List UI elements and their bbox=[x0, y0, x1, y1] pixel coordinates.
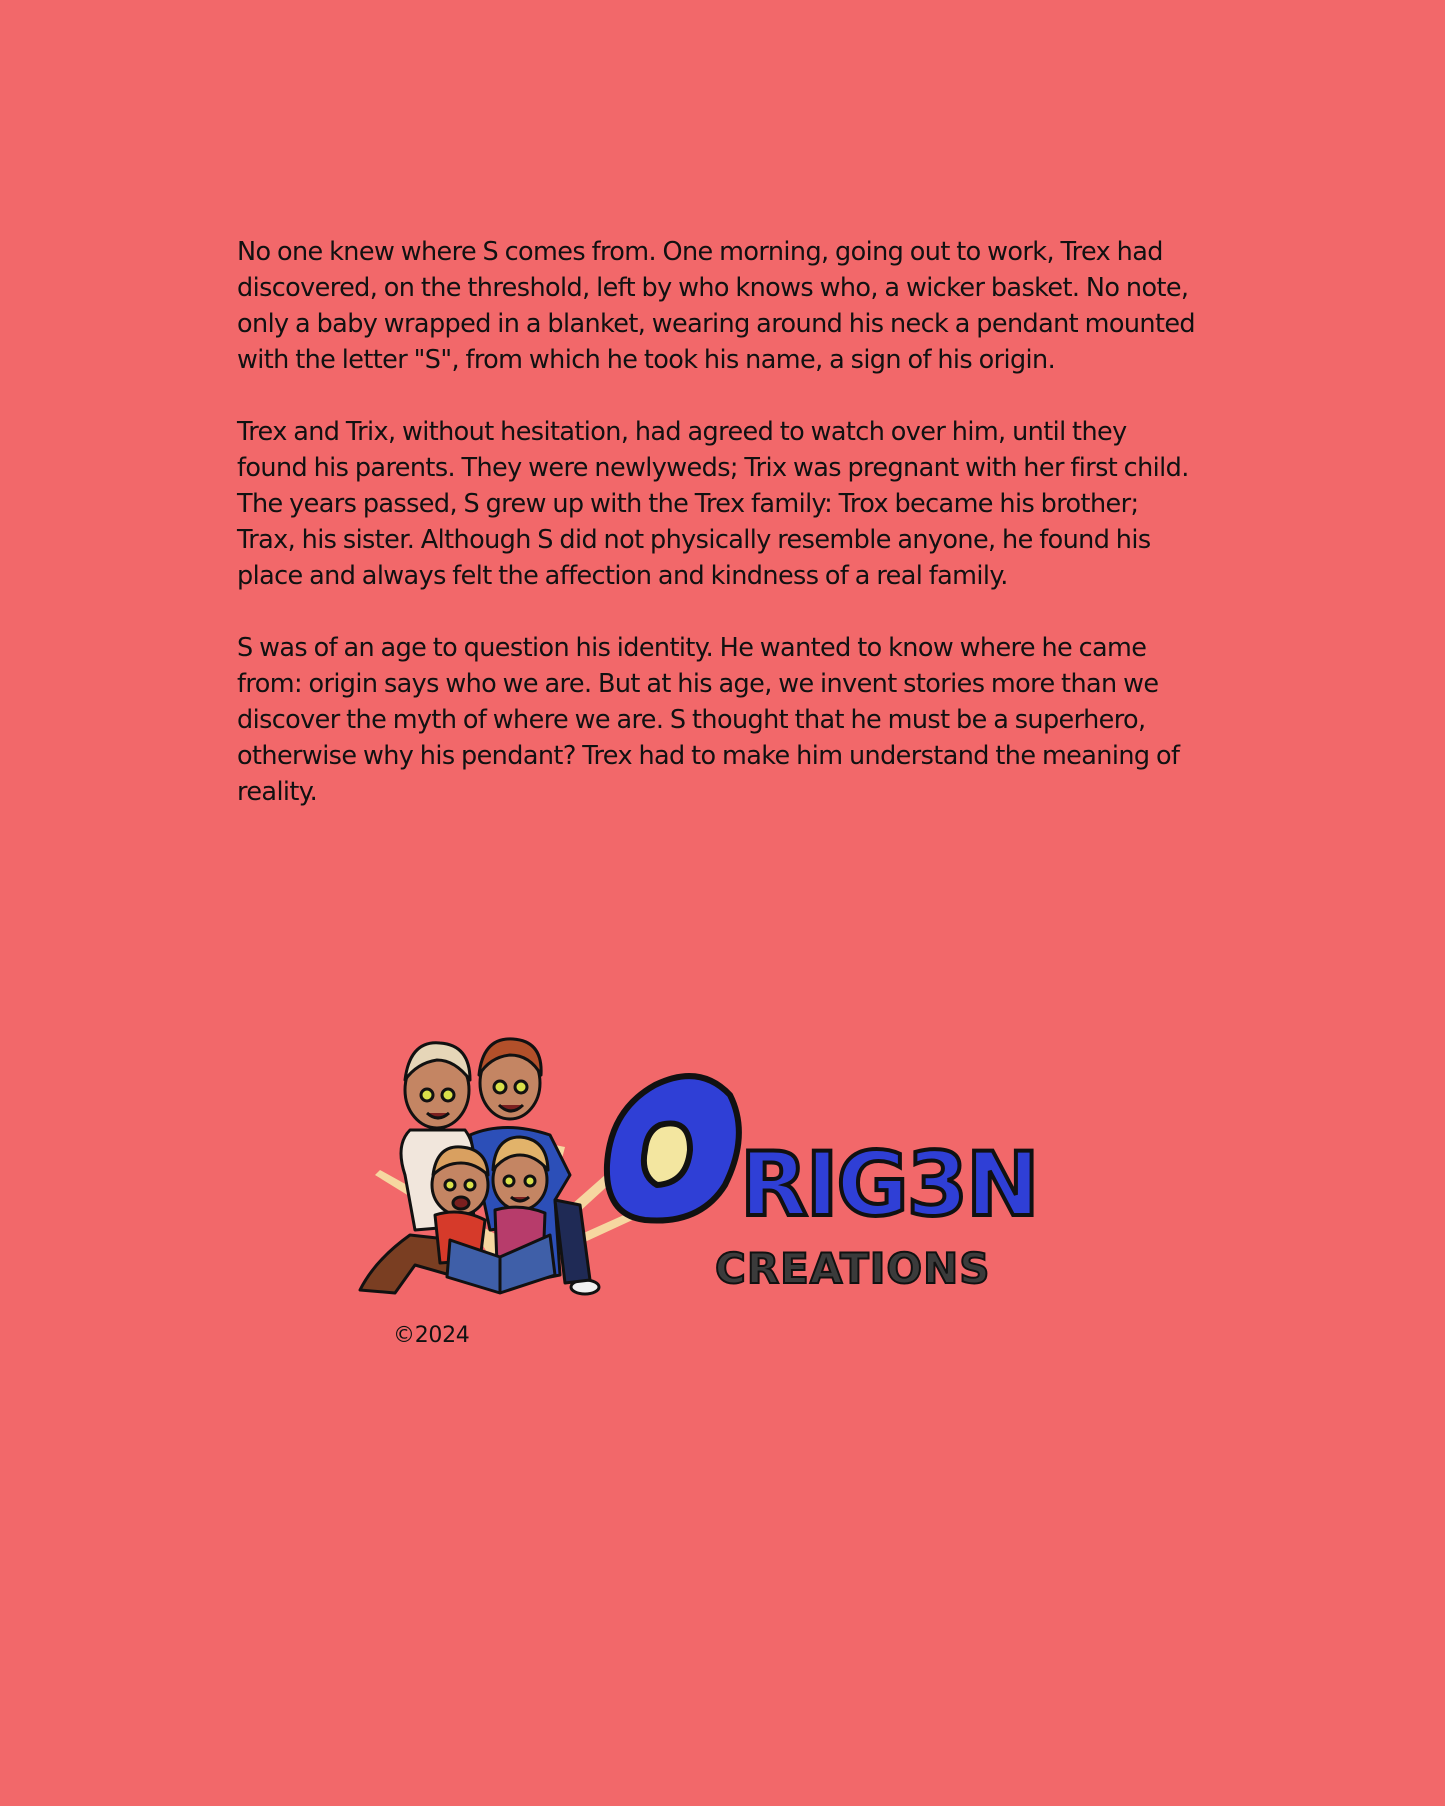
story-paragraph-2: Trex and Trix, without hesitation, had agreed to watch over him, until they found his parents. They were newlyweds; Trix was pregnant with her first child. The years passed, S grew up with the Trex family: Trox became his brother; Trax, his sister. Although S did not physically resemble anyone, he found his place and always felt the affection and kindness of a real family. bbox=[237, 417, 1189, 591]
logo-wordmark: RIG3N bbox=[740, 1133, 1038, 1236]
origen-creations-logo bbox=[355, 1025, 1055, 1315]
story-text bbox=[237, 234, 1197, 846]
story-paragraph-3: S was of an age to question his identity. He wanted to know where he came from: origin says who we are. But at his age, we invent stories more than we discover the myth of where we are. S thought that he must be a superhero, otherwise why his pendant? Trex had to make him understand the meaning of reality. bbox=[237, 633, 1180, 807]
family-illustration bbox=[360, 1039, 599, 1294]
logo-letter-o bbox=[607, 1076, 739, 1221]
copyright-notice: ©2024 bbox=[393, 1323, 470, 1348]
logo-subtitle: CREATIONS bbox=[715, 1244, 991, 1293]
story-paragraph-1: No one knew where S comes from. One morning, going out to work, Trex had discovered, on the threshold, left by who knows who, a wicker basket. No note, only a baby wrapped in a blanket, wearing around his neck a pendant mounted with the letter "S", from which he took his name, a sign of his origin. bbox=[237, 237, 1196, 375]
